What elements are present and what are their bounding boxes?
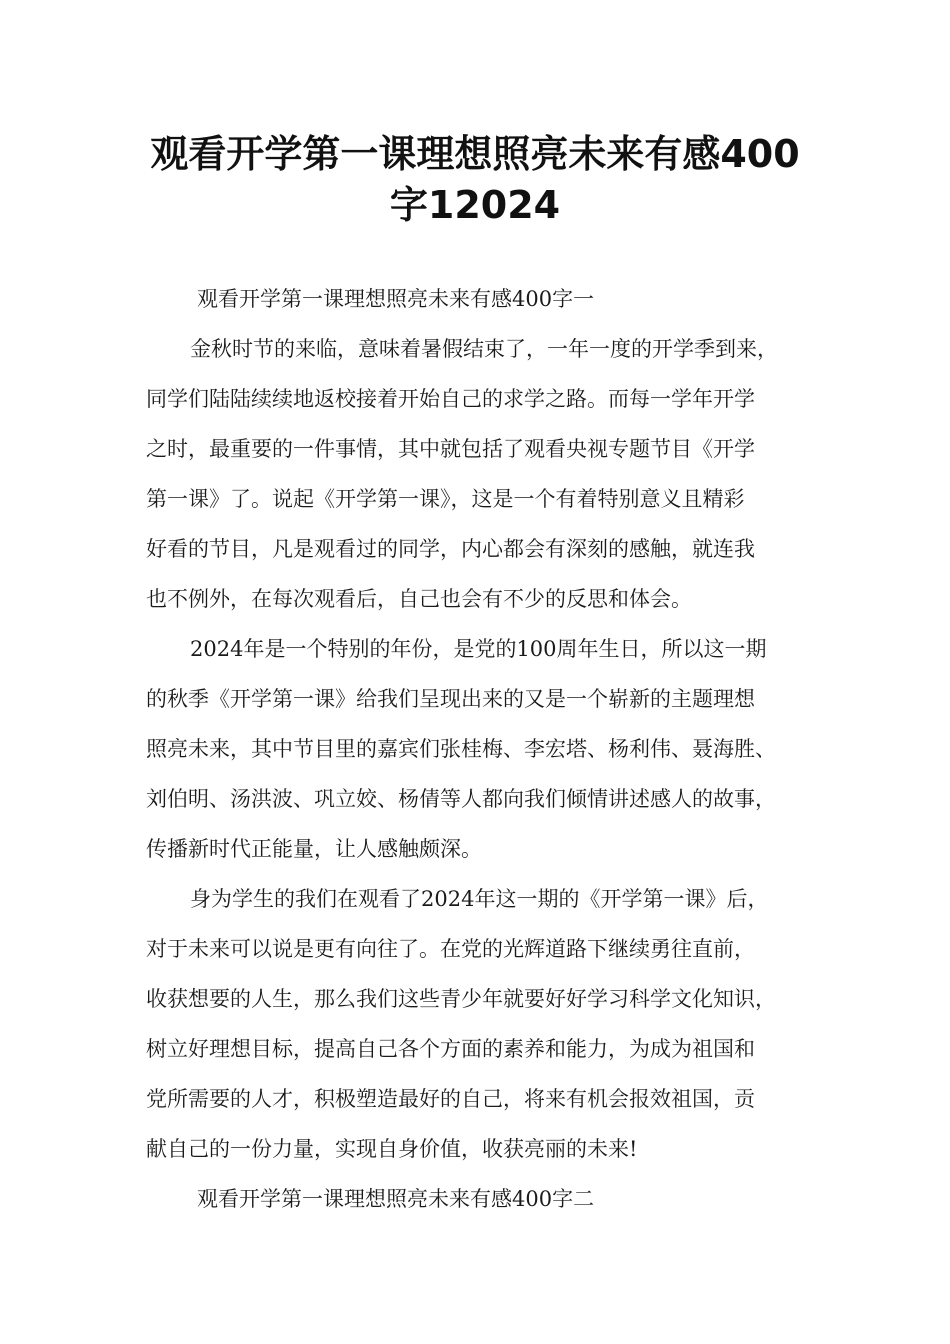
paragraph-1-line-3: 之时，最重要的一件事情，其中就包括了观看央视专题节目《开学 [146,437,755,461]
paragraph-2-line-1: 2024年是一个特别的年份，是党的100周年生日，所以这一期 [190,637,767,661]
paragraph-3-line-6: 献自己的一份力量，实现自身价值，收获亮丽的未来! [146,1137,638,1161]
paragraph-2-line-5: 传播新时代正能量，让人感触颇深。 [146,837,482,861]
paragraph-3-line-3: 收获想要的人生，那么我们这些青少年就要好好学习科学文化知识， [146,987,776,1011]
paragraph-3-line-1: 身为学生的我们在观看了2024年这一期的《开学第一课》后， [190,887,769,911]
section-heading-2: 观看开学第一课理想照亮未来有感400字二 [197,1187,595,1211]
paragraph-1-line-5: 好看的节目，凡是观看过的同学，内心都会有深刻的感触，就连我 [146,537,755,561]
paragraph-1-line-2: 同学们陆陆续续地返校接着开始自己的求学之路。而每一学年开学 [146,387,755,411]
section-heading-1: 观看开学第一课理想照亮未来有感400字一 [197,287,595,311]
paragraph-1-line-1: 金秋时节的来临，意味着暑假结束了，一年一度的开学季到来， [190,337,778,361]
paragraph-3-line-4: 树立好理想目标，提高自己各个方面的素养和能力，为成为祖国和 [146,1037,755,1061]
paragraph-3-line-5: 党所需要的人才，积极塑造最好的自己，将来有机会报效祖国，贡 [146,1087,755,1111]
paragraph-2-line-4: 刘伯明、汤洪波、巩立姣、杨倩等人都向我们倾情讲述感人的故事， [146,787,776,811]
paragraph-2-line-2: 的秋季《开学第一课》给我们呈现出来的又是一个崭新的主题理想 [146,687,755,711]
paragraph-1-line-4: 第一课》了。说起《开学第一课》，这是一个有着特别意义且精彩 [146,487,745,511]
paragraph-1-line-6: 也不例外，在每次观看后，自己也会有不少的反思和体会。 [146,587,692,611]
document-title-line-2: 字12024 [389,183,561,227]
paragraph-3-line-2: 对于未来可以说是更有向往了。在党的光辉道路下继续勇往直前， [146,937,755,961]
document-title-line-1: 观看开学第一课理想照亮未来有感400 [150,132,800,176]
paragraph-2-line-3: 照亮未来，其中节目里的嘉宾们张桂梅、李宏塔、杨利伟、聂海胜、 [146,737,776,761]
